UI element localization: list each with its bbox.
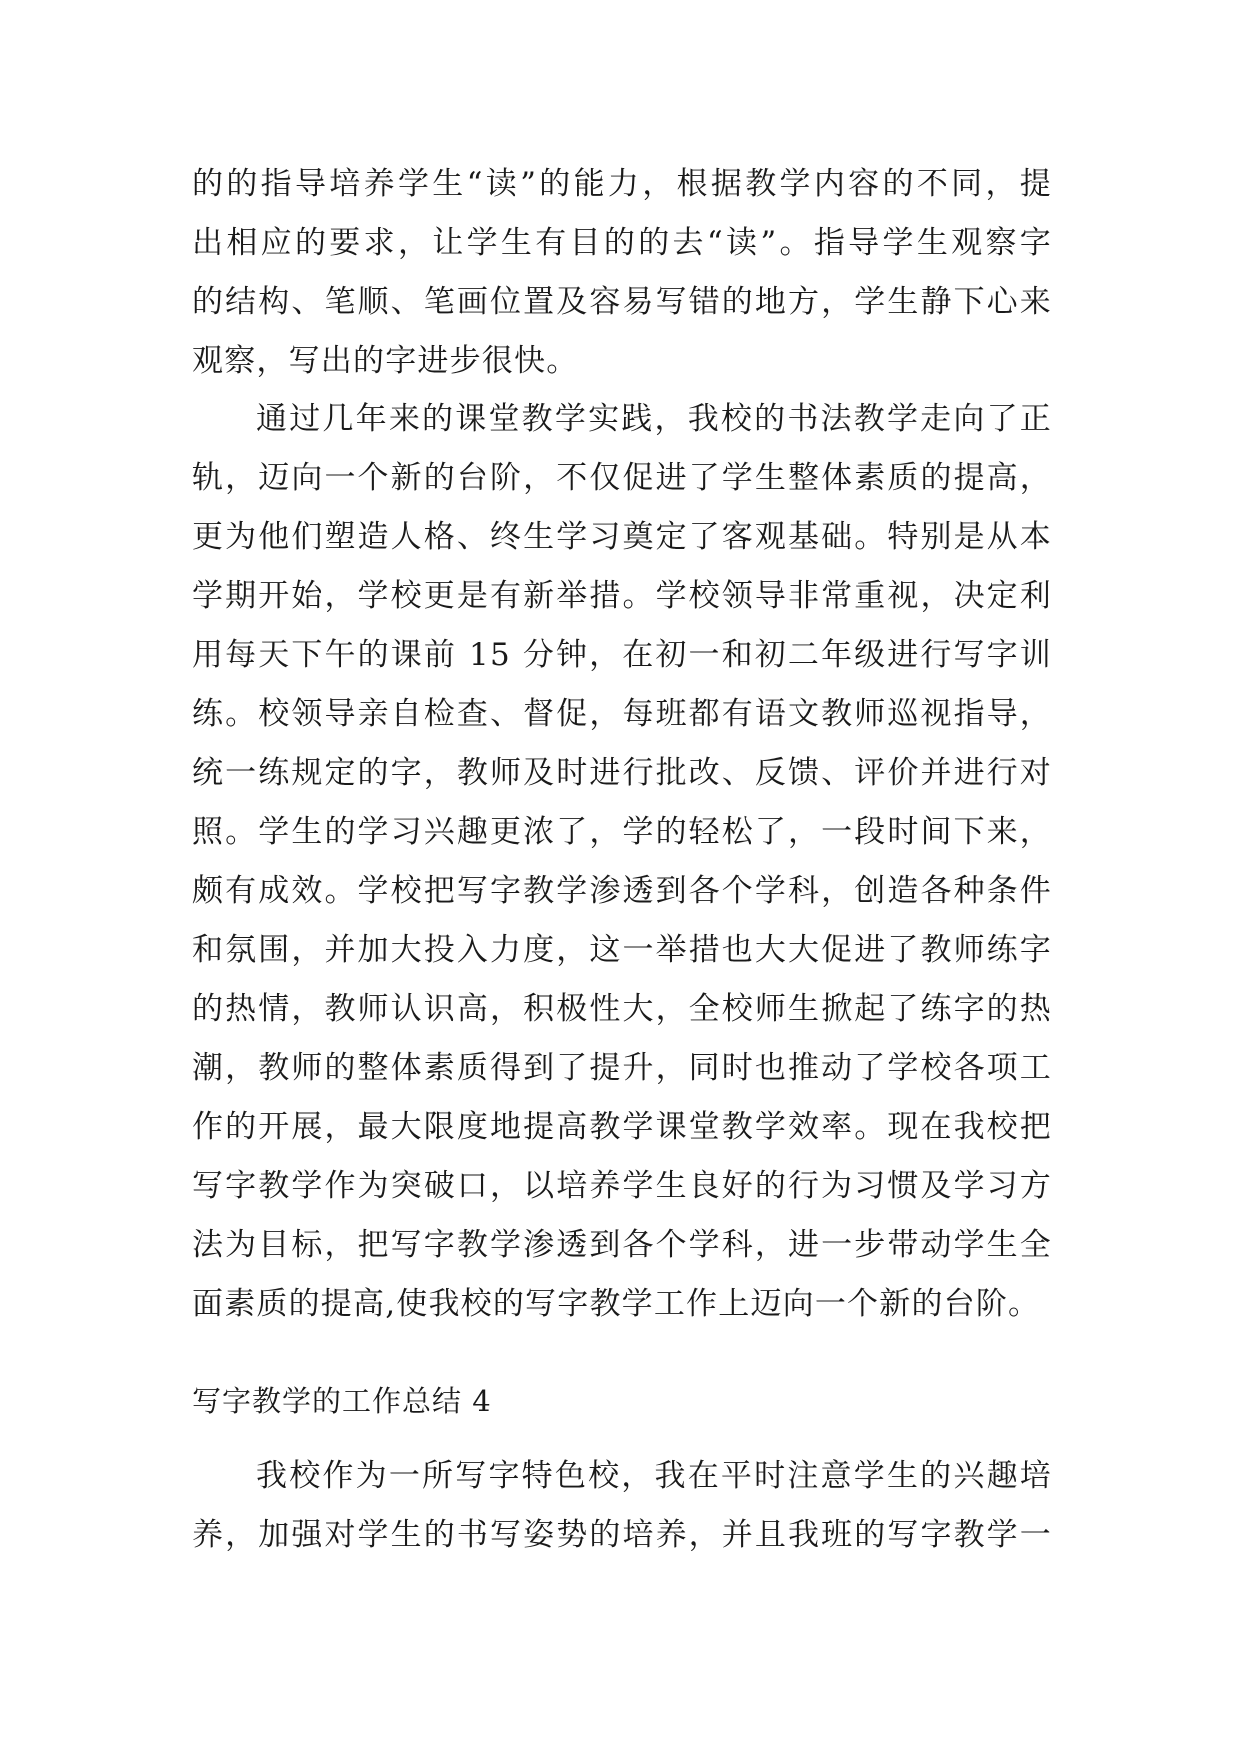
paragraph-line: 法为目标，把写字教学渗透到各个学科，进一步带动学生全 [192, 1227, 1052, 1263]
paragraph-line: 用每天下午的课前 15 分钟，在初一和初二年级进行写字训 [192, 637, 1052, 673]
paragraph-line: 轨，迈向一个新的台阶，不仅促进了学生整体素质的提高， [192, 460, 1052, 496]
paragraph-line: 养，加强对学生的书写姿势的培养，并且我班的写字教学一 [192, 1517, 1052, 1553]
paragraph-line: 我校作为一所写字特色校，我在平时注意学生的兴趣培 [256, 1458, 1052, 1494]
paragraph-2 [192, 390, 1052, 1334]
paragraph-line: 写字教学作为突破口，以培养学生良好的行为习惯及学习方 [192, 1168, 1052, 1204]
paragraph-line: 通过几年来的课堂教学实践，我校的书法教学走向了正 [256, 401, 1052, 437]
paragraph-line: 更为他们塑造人格、终生学习奠定了客观基础。特别是从本 [192, 519, 1052, 555]
paragraph-1 [192, 155, 1052, 391]
paragraph-line: 统一练规定的字，教师及时进行批改、反馈、评价并进行对 [192, 755, 1052, 791]
paragraph-line: 出相应的要求，让学生有目的的去“读”。指导学生观察字 [192, 225, 1052, 261]
paragraph-line: 照。学生的学习兴趣更浓了，学的轻松了，一段时间下来， [192, 814, 1052, 850]
paragraph-line: 的热情，教师认识高，积极性大，全校师生掀起了练字的热 [192, 991, 1052, 1027]
paragraph-line: 的结构、笔顺、笔画位置及容易写错的地方，学生静下心来 [192, 284, 1052, 320]
paragraph-line: 和氛围，并加大投入力度，这一举措也大大促进了教师练字 [192, 932, 1052, 968]
paragraph-3 [192, 1447, 1052, 1565]
paragraph-line: 观察，写出的字进步很快。 [192, 343, 579, 379]
paragraph-line: 潮，教师的整体素质得到了提升，同时也推动了学校各项工 [192, 1050, 1052, 1086]
paragraph-line: 学期开始，学校更是有新举措。学校领导非常重视，决定利 [192, 578, 1052, 614]
paragraph-line: 练。校领导亲自检查、督促，每班都有语文教师巡视指导， [192, 696, 1052, 732]
paragraph-line: 作的开展，最大限度地提高教学课堂教学效率。现在我校把 [192, 1109, 1052, 1145]
paragraph-line: 面素质的提高,使我校的写字教学工作上迈向一个新的台阶。 [192, 1286, 1041, 1322]
paragraph-line: 的的指导培养学生“读”的能力，根据教学内容的不同，提 [192, 166, 1052, 202]
paragraph-line: 颇有成效。学校把写字教学渗透到各个学科，创造各种条件 [192, 873, 1052, 909]
section-heading: 写字教学的工作总结 4 [192, 1384, 492, 1418]
